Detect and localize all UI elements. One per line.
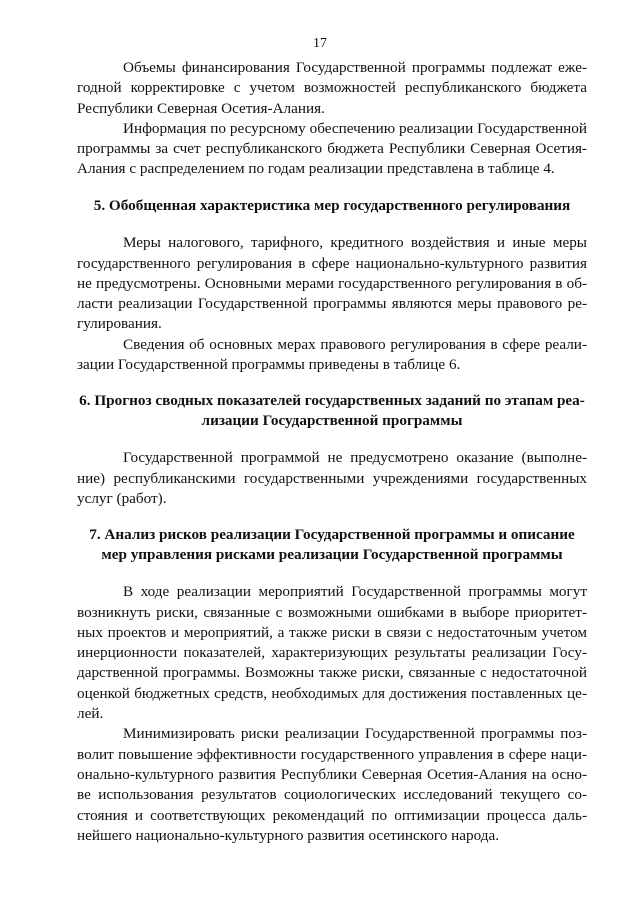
section-heading-7: 7. Анализ рисков реализации Государственной программы и описание мер управления рисками реализации Государственной программы	[89, 526, 575, 563]
paragraph-funding-adjustment: Объемы финансирования Государственной программы подлежат ежегодной корректировке с учетом возможностей республиканского бюджета Республики Северная Осетия-Алания.	[77, 59, 587, 117]
paragraph-resource-support: Информация по ресурсному обеспечению реализации Государственной программы за счет республиканского бюджета Республики Северная Осетия-Алания с распределением по годам реализации представлена в таблице 4.	[77, 119, 587, 178]
page-body	[77, 58, 587, 846]
paragraph-risks: В ходе реализации мероприятий Государственной программы могут возникнуть риски, связанные с возможными ошибками в выборе приоритетных проектов и мероприятий, а также риски в связи с недостаточным учетом инерционности показателей, характеризующих результаты реализации Государственной программы. Возможны также риски, связанные с недостаточной оценкой бюджетных средств, необходимых для достижения поставленных целей.	[77, 583, 587, 723]
paragraph-legal-regulation-info: Сведения об основных мерах правового регулирования в сфере реализации Государственной программы приведены в таблице 6.	[77, 335, 587, 374]
paragraph-regulation-measures: Меры налогового, тарифного, кредитного воздействия и иные меры государственного регулирования в сфере национально-культурного развития не предусмотрены. Основными мерами государственного регулирования в области реализации Государственной программы являются меры правового регулирования.	[77, 234, 587, 333]
section-heading-5: 5. Обобщенная характеристика мер государственного регулирования	[93, 196, 571, 214]
page-number: 17	[313, 36, 327, 51]
paragraph-risk-minimization: Минимизировать риски реализации Государственной программы позволит повышение эффективности государственного управления в сфере национально-культурного развития Республики Северная Осетия-Алания на основе использования результатов социологических исследований текущего состояния и соответствующих рекомендаций по оптимизации процесса дальнейшего национально-культурного развития осетинского народа.	[77, 725, 587, 844]
paragraph-state-assignments: Государственной программой не предусмотрено оказание (выполнение) республиканскими государственными учреждениями государственных услуг (работ).	[77, 449, 587, 507]
section-heading-6: 6. Прогноз сводных показателей государственных заданий по этапам реализации Государственной программы	[79, 392, 585, 429]
